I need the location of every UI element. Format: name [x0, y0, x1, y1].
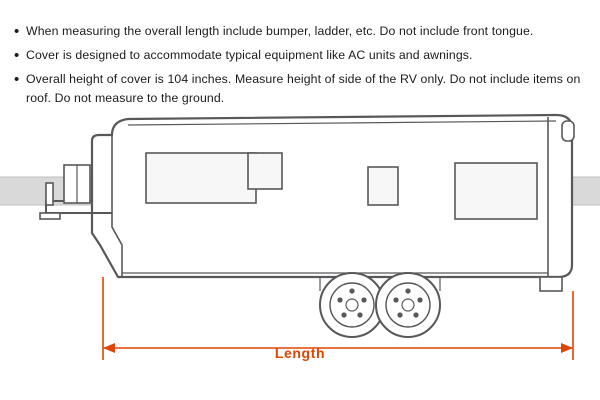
- wheel-front: [320, 273, 384, 337]
- rv-diagram: [0, 105, 600, 400]
- note-text: Cover is designed to accommodate typical equipment like AC units and awnings.: [26, 48, 473, 62]
- list-item: [14, 46, 582, 65]
- window-rear: [455, 163, 537, 219]
- tongue-jack-foot: [40, 213, 60, 219]
- measuring-notes-list: [14, 22, 582, 113]
- window-mid-left: [248, 153, 282, 189]
- list-item: [14, 70, 582, 108]
- bullet-icon: •: [14, 23, 20, 40]
- list-item: [14, 22, 582, 41]
- rear-ladder: [562, 121, 574, 141]
- rear-bumper: [540, 277, 562, 291]
- note-text: When measuring the overall length include bumper, ladder, etc. Do not include front tongue.: [26, 24, 534, 38]
- note-text: Overall height of cover is 104 inches. Measure height of side of the RV only. Do not include items on roof. Do not measure to the ground.: [26, 72, 581, 105]
- wheel-rear: [376, 273, 440, 337]
- tongue-jack-post: [46, 183, 53, 205]
- dimension-label: Length: [274, 345, 326, 361]
- bullet-icon: •: [14, 71, 20, 88]
- window-front: [146, 153, 256, 203]
- window-door: [368, 167, 398, 205]
- bullet-icon: •: [14, 47, 20, 64]
